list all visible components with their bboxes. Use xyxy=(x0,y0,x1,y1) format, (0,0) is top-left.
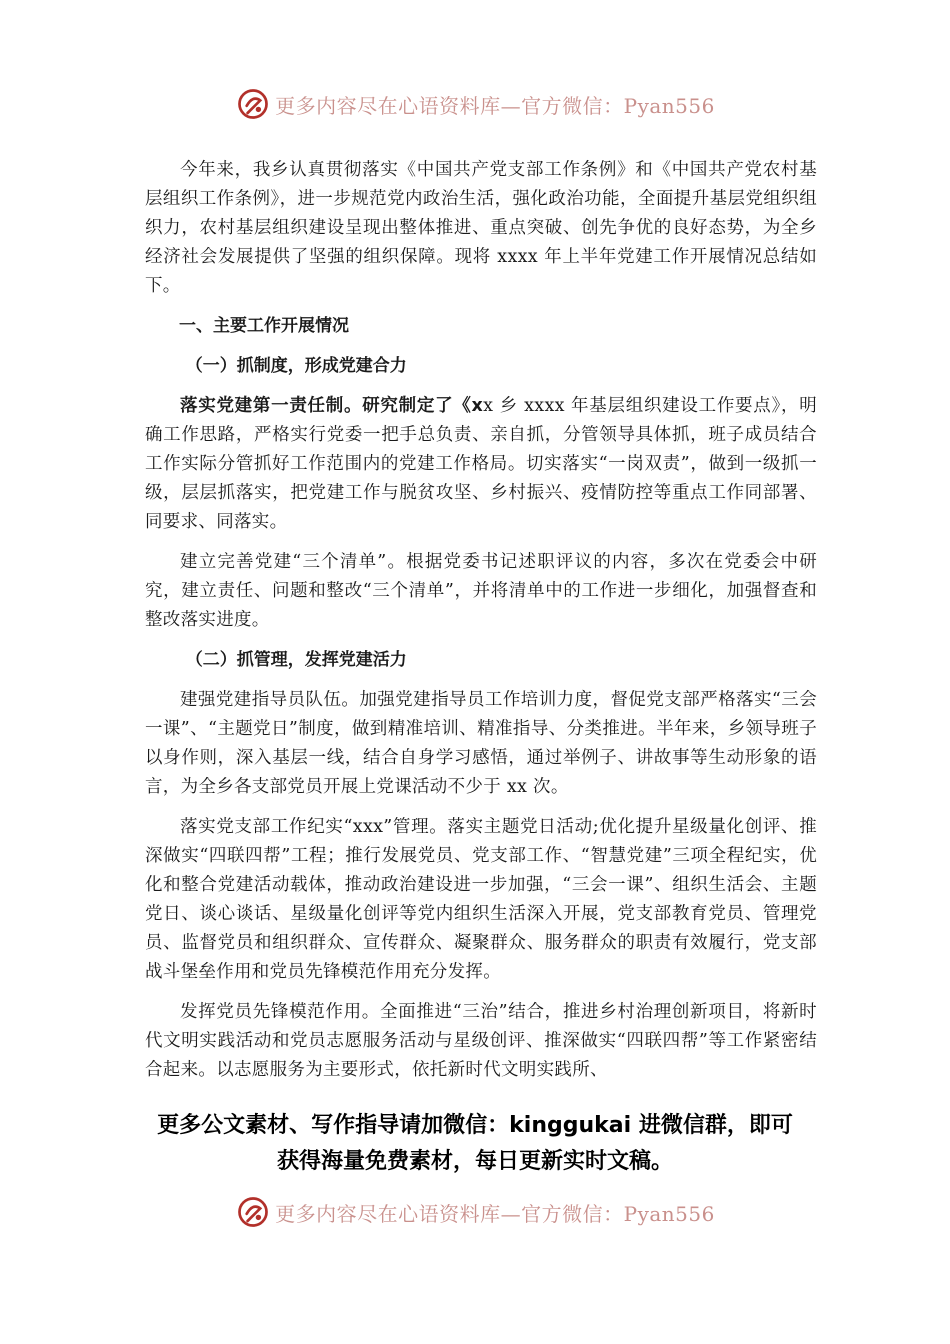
paragraph-text: x 乡 xxxx 年基层组织建设工作要点》，明确工作思路，严格实行党委一把手总负责、亲自抓，分管领导具体抓，班子成员结合工作实际分管抓好工作范围内的党建工作格局。切实落实“一岗双责”，做到一级抓一级，层层抓落实，把党建工作与脱贫攻坚、乡村振兴、疫情防控等重点工作同部署、同要求、同落实。 xyxy=(145,396,817,532)
logo-icon xyxy=(235,1194,271,1230)
bottom-watermark-banner xyxy=(0,1192,950,1232)
promo-notice xyxy=(0,1108,950,1180)
document-body xyxy=(145,156,817,1085)
banner-text: 更多内容尽在心语资料库—官方微信：Pyan556 xyxy=(275,93,715,118)
paragraph-records: 落实党支部工作纪实“xxx”管理。落实主题党日活动;优化提升星级量化创评、推深做实“四联四帮”工程；推行发展党员、党支部工作、“智慧党建”三项全程纪实，优化和整合党建活动载体，推动政治建设进一步加强，“三会一课”、组织生活会、主题党日、谈心谈话、星级量化创评等党内组织生活深入开展，党支部教育党员、管理党员、监督党员和组织群众、宣传群众、凝聚群众、服务群众的职责有效履行，党支部战斗堡垒作用和党员先锋模范作用充分发挥。 xyxy=(145,817,817,982)
promo-line-1: 更多公文素材、写作指导请加微信：kinggukai 进微信群，即可 xyxy=(157,1113,793,1138)
section-heading: 一、主要工作开展情况 xyxy=(179,316,349,336)
intro-paragraph: 今年来，我乡认真贯彻落实《中国共产党支部工作条例》和《中国共产党农村基层组织工作条例》，进一步规范党内政治生活，强化政治功能，全面提升基层党组织组织力，农村基层组织建设呈现出整体推进、重点突破、创先争优的良好态势，为全乡经济社会发展提供了坚强的组织保障。现将 xxxx 年上半年党建工作开展情况总结如下。 xyxy=(145,160,817,296)
paragraph-lead-x: x xyxy=(471,396,484,416)
promo-line-2: 获得海量免费素材，每日更新实时文稿。 xyxy=(276,1149,673,1174)
paragraph-lead: 落实党建第一责任制。研究制定了《 xyxy=(180,396,472,416)
logo-icon xyxy=(235,86,271,122)
banner-text: 更多内容尽在心语资料库—官方微信：Pyan556 xyxy=(275,1201,715,1226)
top-watermark-banner xyxy=(0,84,950,124)
paragraph-responsibility xyxy=(145,392,817,537)
subsection-heading-2: （二）抓管理，发挥党建活力 xyxy=(185,650,407,670)
paragraph-instructors: 建强党建指导员队伍。加强党建指导员工作培训力度，督促党支部严格落实“三会一课”、“主题党日”制度，做到精准培训、精准指导、分类推进。半年来，乡领导班子以身作则，深入基层一线，结合自身学习感悟，通过举例子、讲故事等生动形象的语言，为全乡各支部党员开展上党课活动不少于 xx 次。 xyxy=(145,690,817,797)
subsection-heading-1: （一）抓制度，形成党建合力 xyxy=(185,356,407,376)
paragraph-three-lists: 建立完善党建“三个清单”。根据党委书记述职评议的内容，多次在党委会中研究，建立责任、问题和整改“三个清单”，并将清单中的工作进一步细化，加强督查和整改落实进度。 xyxy=(145,552,817,630)
paragraph-vanguard: 发挥党员先锋模范作用。全面推进“三治”结合，推进乡村治理创新项目，将新时代文明实践活动和党员志愿服务活动与星级创评、推深做实“四联四帮”等工作紧密结合起来。以志愿服务为主要形式，依托新时代文明实践所、 xyxy=(145,1002,817,1080)
